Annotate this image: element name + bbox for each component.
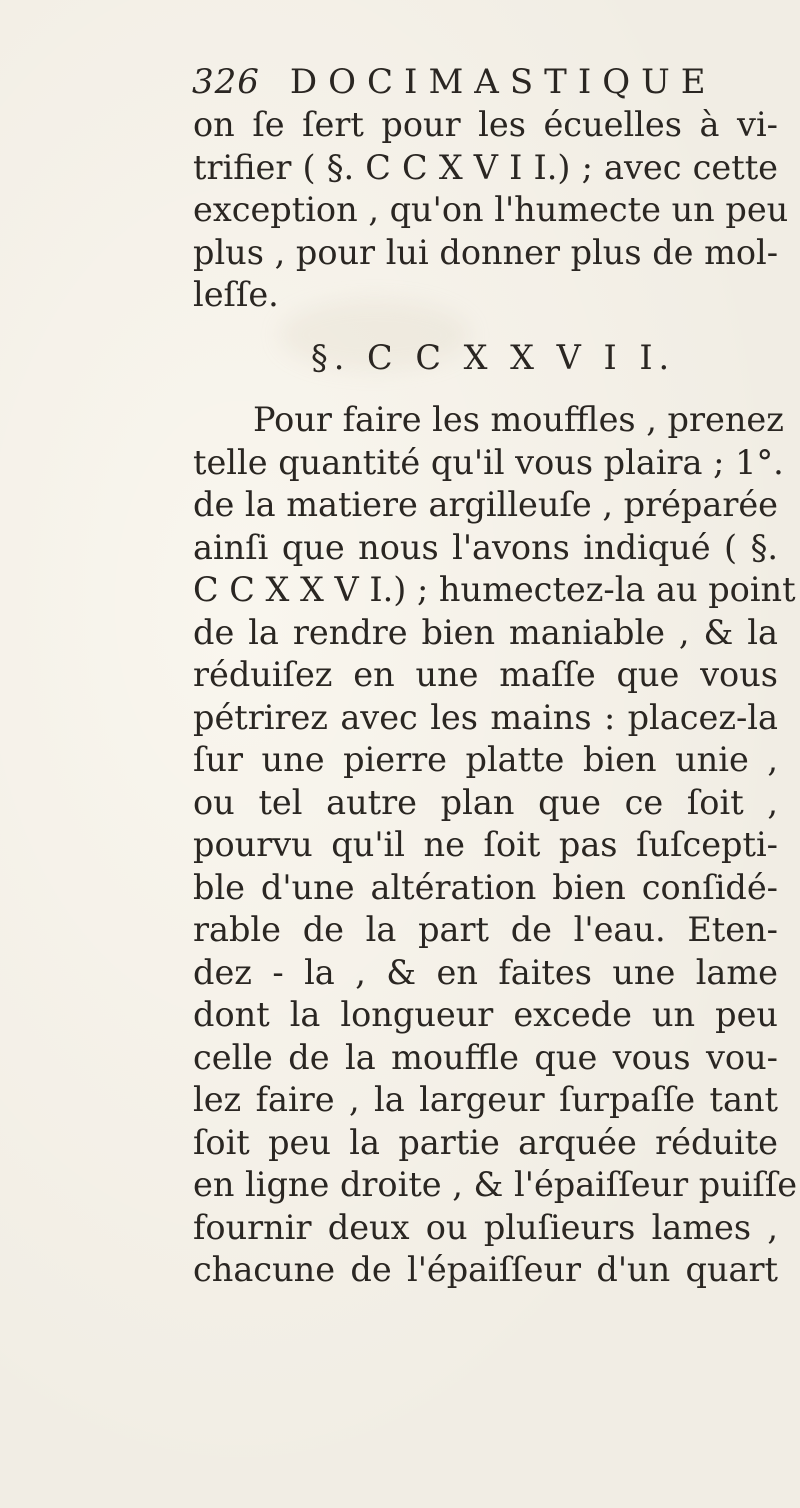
text-line: on ſe ſert pour les écuelles à vi- (193, 105, 778, 144)
text-line: ou tel autre plan que ce ſoit , (193, 782, 778, 822)
text-line: trifier ( §. C C X V I I.) ; avec cette (193, 147, 778, 187)
text-line: rable de la part de l'eau. Eten- (193, 910, 778, 949)
text-line: ſur une pierre platte bien unie , (193, 740, 778, 779)
text-line: exception , qu'on l'humecte un peu (193, 190, 789, 229)
text-line: celle de la mouffle que vous vou- (193, 1037, 778, 1077)
text-line: ſoit peu la partie arquée réduite (193, 1122, 778, 1162)
text-line: dez - la , & en faites une lame (193, 952, 778, 992)
running-head: DOCIMASTIQUE (289, 62, 717, 102)
text-line: C C X X V I.) ; humectez-la au point (193, 570, 796, 609)
text-line: réduiſez en une maſſe que vous (193, 655, 778, 694)
text-line: plus , pour lui donner plus de mol- (193, 232, 779, 272)
text-line: ainſi que nous l'avons indiqué ( §. (193, 527, 778, 567)
text-line: dont la longueur excede un peu (193, 995, 778, 1034)
page-number: 326 (192, 62, 260, 102)
text-line: de la rendre bien maniable , & la (193, 612, 778, 652)
text-line: ble d'une altération bien conſidé- (193, 867, 778, 907)
text-line: fournir deux ou pluſieurs lames , (193, 1207, 778, 1247)
text-line: telle quantité qu'il vous plaira ; 1°. (193, 442, 784, 482)
text-line: chacune de l'épaiſſeur d'un quart (193, 1250, 778, 1289)
text-block (193, 104, 798, 1292)
page-header (192, 62, 752, 110)
paragraph-1 (193, 104, 789, 317)
paragraph-2 (193, 399, 798, 1292)
text-line: pourvu qu'il ne ſoit pas ſuſcepti- (193, 825, 778, 864)
text-line: pétrirez avec les mains : placez-la (193, 697, 778, 737)
text-line: de la matiere argilleuſe , préparée (193, 485, 778, 524)
text-line: leſſe. (193, 275, 279, 314)
text-line: en ligne droite , & l'épaiſſeur puiſſe (193, 1165, 798, 1204)
section-heading: §. C C X X V I I. (311, 337, 676, 377)
text-line: lez faire , la largeur ſurpaſſe tant (193, 1080, 778, 1119)
text-line: Pour faire les mouffles , prenez (253, 400, 784, 439)
